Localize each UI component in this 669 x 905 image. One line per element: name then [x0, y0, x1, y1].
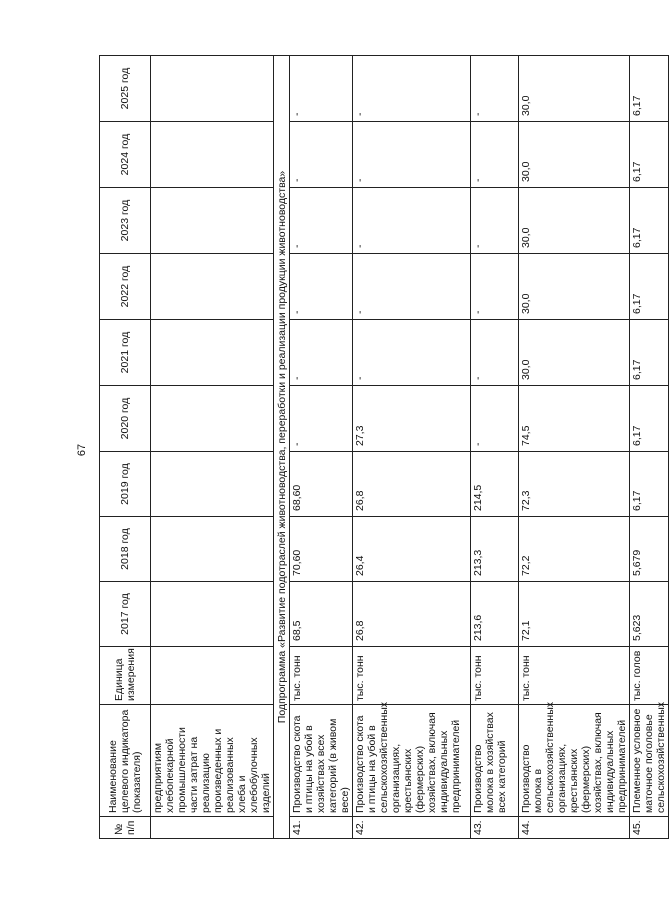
header-cell-year: 2018 год [100, 517, 151, 582]
cell-unit: тыс. голов [630, 647, 669, 705]
page-number: 67 [76, 443, 88, 457]
cell-name: Племенное условное маточное поголовье сельскохозяйственных [630, 705, 669, 817]
cell-value: 72,3 [519, 452, 630, 517]
cell-value: 27,3 [353, 386, 471, 452]
cell-value: 5,679 [630, 517, 669, 582]
cell-value [151, 386, 274, 452]
cell-value: - [471, 254, 519, 320]
cell-name: Производство молока в сельскохозяйственных организациях, крестьянских (фермерских) хозяйствах, включая индивидуальных предпринимателей [519, 705, 630, 817]
cell-num: 43. [471, 817, 519, 839]
cell-value: - [353, 122, 471, 188]
cell-value: 213,6 [471, 582, 519, 647]
cell-value: - [290, 386, 353, 452]
cell-value [151, 582, 274, 647]
cell-value: 30,0 [519, 56, 630, 122]
cell-unit: тыс. тонн [471, 647, 519, 705]
cell-name: Производство скота и птицы на убой в хозяйствах всех категорий (в живом весе) [290, 705, 353, 817]
header-cell-name: Наименование целевого индикатора (показателя) [100, 705, 151, 817]
cell-value: 214,5 [471, 452, 519, 517]
subprogram-title: Подпрограмма «Развитие подотраслей животноводства, переработки и реализации продукции животноводства» [274, 56, 290, 839]
cell-num: 44. [519, 817, 630, 839]
header-cell-year: 2025 год [100, 56, 151, 122]
header-cell-year: 2022 год [100, 254, 151, 320]
cell-value: 6,17 [630, 56, 669, 122]
cell-value: 30,0 [519, 320, 630, 386]
cell-value [151, 56, 274, 122]
cell-value: 74,5 [519, 386, 630, 452]
header-row [100, 56, 151, 839]
cell-value: 26,8 [353, 452, 471, 517]
indicators-table [99, 55, 669, 839]
cell-value: - [290, 188, 353, 254]
cell-value: 6,17 [630, 122, 669, 188]
cell-value: - [290, 254, 353, 320]
cell-value: - [290, 122, 353, 188]
cell-value: 6,17 [630, 254, 669, 320]
cell-value: 6,17 [630, 452, 669, 517]
cell-value [151, 320, 274, 386]
cell-value: 72,1 [519, 582, 630, 647]
rotated-table-container [99, 56, 667, 839]
header-cell-year: 2024 год [100, 122, 151, 188]
cell-value: - [353, 188, 471, 254]
header-cell-year: 2019 год [100, 452, 151, 517]
header-cell-year: 2021 год [100, 320, 151, 386]
header-cell-year: 2017 год [100, 582, 151, 647]
cell-value: - [353, 56, 471, 122]
table-row [353, 56, 471, 839]
cell-value [151, 517, 274, 582]
header-cell-year: 2023 год [100, 188, 151, 254]
cell-value: 30,0 [519, 188, 630, 254]
cell-num: 45. [630, 817, 669, 839]
cell-value: - [471, 188, 519, 254]
cell-value: 6,17 [630, 386, 669, 452]
cell-value [151, 188, 274, 254]
cell-value: - [353, 254, 471, 320]
cell-unit: тыс. тонн [353, 647, 471, 705]
cell-value: - [471, 320, 519, 386]
cell-num: 41. [290, 817, 353, 839]
table-row [630, 56, 669, 839]
cell-value: 30,0 [519, 122, 630, 188]
cell-value: 26,4 [353, 517, 471, 582]
header-cell-year: 2020 год [100, 386, 151, 452]
cell-name: Производство молока в хозяйствах всех категорий [471, 705, 519, 817]
cell-value: - [290, 320, 353, 386]
cell-value [151, 254, 274, 320]
table-row [471, 56, 519, 839]
cell-value: 6,17 [630, 188, 669, 254]
cell-unit [151, 647, 274, 705]
cell-value: 6,17 [630, 320, 669, 386]
subprogram-row [274, 56, 290, 839]
cell-value [151, 122, 274, 188]
cell-value: 70,60 [290, 517, 353, 582]
cell-value: 30,0 [519, 254, 630, 320]
table-row-continued [151, 56, 274, 839]
cell-name: Производство скота и птицы на убой в сельскохозяйственных организациях, крестьянских (фермерских) хозяйствах, включая индивидуальных предпринимателей [353, 705, 471, 817]
cell-value: - [471, 122, 519, 188]
cell-name: предприятиям хлебопекарной промышленности части затрат на реализацию произведенных и реализованных хлеба и хлебобулочных изделий [151, 705, 274, 817]
cell-unit: тыс. тонн [519, 647, 630, 705]
table-row [290, 56, 353, 839]
cell-value: 26,8 [353, 582, 471, 647]
cell-value: 68,60 [290, 452, 353, 517]
cell-value: 68,5 [290, 582, 353, 647]
cell-value: - [471, 386, 519, 452]
table-row [519, 56, 630, 839]
header-cell-num: № п/п [100, 817, 151, 839]
cell-value: - [290, 56, 353, 122]
cell-value: 5,623 [630, 582, 669, 647]
cell-value: 213,3 [471, 517, 519, 582]
cell-value: 72,2 [519, 517, 630, 582]
cell-num: 42. [353, 817, 471, 839]
cell-num [151, 817, 274, 839]
cell-unit: тыс. тонн [290, 647, 353, 705]
cell-value: - [353, 320, 471, 386]
header-cell-unit: Единица измерения [100, 647, 151, 705]
cell-value: - [471, 56, 519, 122]
cell-value [151, 452, 274, 517]
